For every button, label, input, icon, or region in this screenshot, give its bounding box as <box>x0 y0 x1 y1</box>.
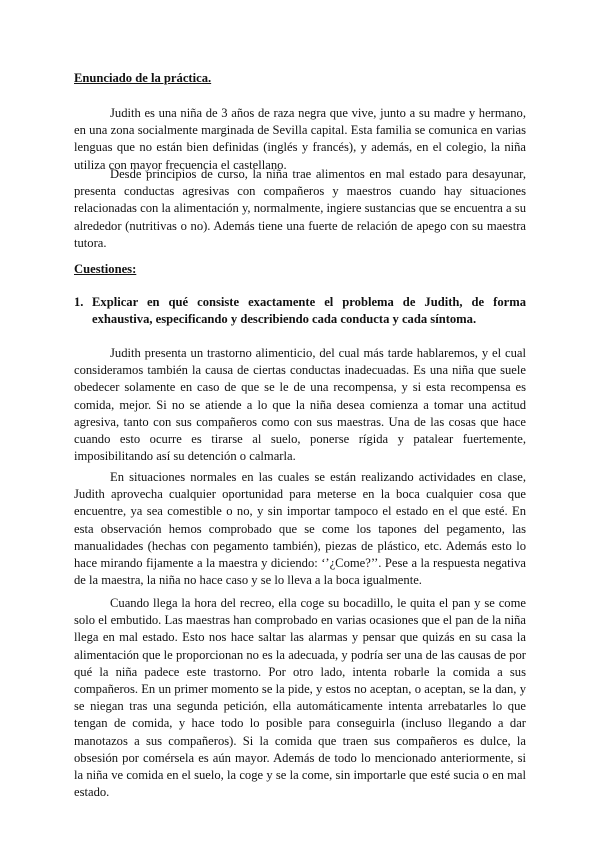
question-1-text: Explicar en qué consiste exactamente el problema de Judith, de forma exhaustiva, especificando y describiendo cada conducta y cada síntoma. <box>92 295 526 327</box>
statement-paragraph-2: Desde principios de curso, la niña trae alimentos en mal estado para desayunar, presenta conductas agresivas con compañeros y maestros cuando hay situaciones relacionadas con la alimentación y, normalmente, ingiere sustancias que se encuentra a su alrededor (nutritivas o no). Además tiene una fuerte de relación de apego con su maestra tutora. <box>74 167 526 250</box>
answer-paragraph-2: En situaciones normales en las cuales se están realizando actividades en clase, Judith aprovecha cualquier oportunidad para meterse en la boca cualquier cosa que encuentre, ya sea comestible o no, y sin importar tampoco el estado en el que esté. En esta observación hemos comprobado que se come los tapones del pegamento, las manualidades (hechas con pegamento también), piezas de plástico, etc. Además esto lo hace mirando fijamente a la maestra y diciendo: ‘’¿Come?’’. Pese a la respuesta negativa de la maestra, la niña no hace caso y se lo lleva a la boca igualmente. <box>74 470 526 588</box>
answer-paragraph-1: Judith presenta un trastorno alimenticio, del cual más tarde hablaremos, y el cual consideramos también la causa de ciertas conductas inadecuadas. Es una niña que suele obedecer solamente en caso de que se le de una recompensa, y si esta recompensa es comida, mejor. Si no se atiende a lo que la niña desea comienza a tomar una actitud agresiva, tanto con sus compañeros como con sus maestras. Una de las cosas que hace cuando esto ocurre es tirarse al suelo, ponerse rígida y patalear fuertemente, imposibilitando así su detención o calmarla. <box>74 346 526 464</box>
statement-heading: Enunciado de la práctica. <box>74 71 212 85</box>
question-1-number: 1. <box>74 295 84 309</box>
question-1 <box>74 294 526 328</box>
answer-paragraph-3: Cuando llega la hora del recreo, ella coge su bocadillo, le quita el pan y se come solo el embutido. Las maestras han comprobado en varias ocasiones que el pan de la niña llega en mal estado. Esto nos hace saltar las alarmas y pensar que quizás en su casa la alimentación que le proporcionan no es la adecuada, y podría ser una de las causas de por qué la niña padece este trastorno. Por otro lado, intenta robarle la comida a sus compañeros. En un primer momento se la pide, y estos no aceptan, o aceptan, se la dan, y se niegan tras una segunda petición, ella automáticamente intenta arrebatarles lo que tengan de comida, y hace todo lo posible para conseguirla (incluso llegando a dar manotazos a sus compañeros). Si la comida que traen sus compañeros es dulce, la obsesión por comérsela es aún mayor. Además de todo lo mencionado anteriormente, si la niña ve comida en el suelo, la coge y se la come, sin importarle que esté sucia o en mal estado. <box>74 596 526 800</box>
statement-paragraph-1: Judith es una niña de 3 años de raza negra que vive, junto a su madre y hermano, en una zona socialmente marginada de Sevilla capital. Esta familia se comunica en varias lenguas que no están bien definidas (inglés y francés), y además, en el colegio, la niña utiliza con mayor frecuencia el castellano. <box>74 106 526 172</box>
questions-heading: Cuestiones: <box>74 262 137 276</box>
